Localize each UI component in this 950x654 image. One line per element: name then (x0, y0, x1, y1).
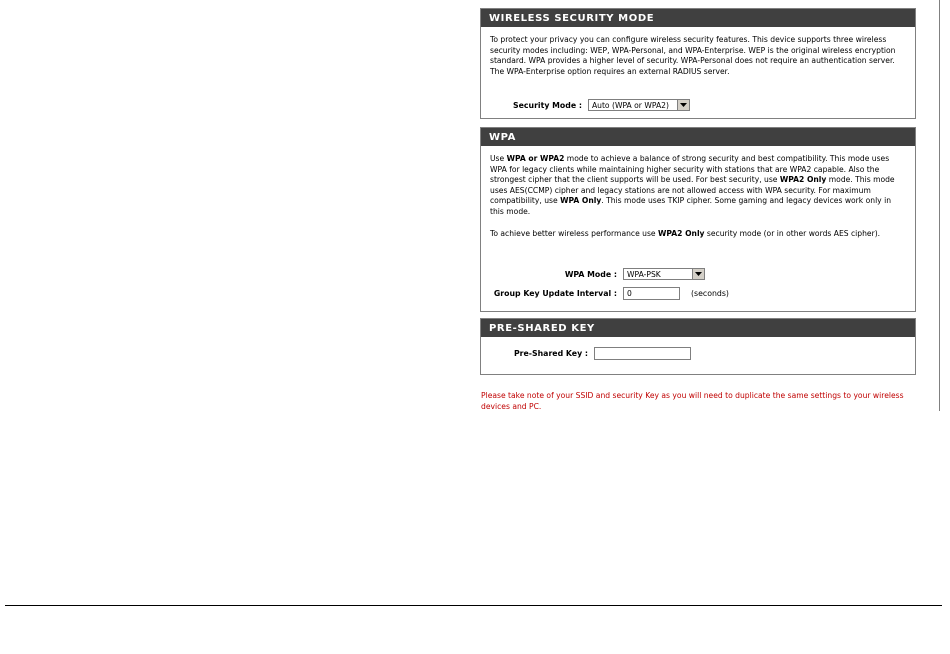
group-key-label: Group Key Update Interval : (493, 289, 617, 298)
security-mode-value: Auto (WPA or WPA2) (591, 101, 669, 110)
wireless-security-mode-section (480, 8, 916, 119)
pre-shared-key-section (480, 318, 916, 375)
desc-emphasis: WPA2 Only (779, 175, 827, 185)
chevron-down-icon[interactable] (677, 100, 689, 110)
security-mode-select[interactable] (588, 99, 690, 111)
pre-shared-key-input[interactable] (594, 347, 691, 360)
group-key-row (481, 287, 729, 300)
wpa-description (490, 154, 907, 218)
wpa-section (480, 127, 916, 312)
perf-text: To achieve better wireless performance use (490, 228, 659, 238)
desc-text: Use (490, 154, 507, 163)
perf-emphasis: WPA2 Only (658, 228, 705, 238)
group-key-unit: (seconds) (691, 289, 729, 298)
psk-row (481, 347, 691, 360)
wpa-mode-value: WPA-PSK (627, 270, 661, 279)
settings-note: Please take note of your SSID and security Key as you will need to duplicate the same settings to your wireless devices and PC. (481, 391, 904, 411)
perf-text: security mode (or in other words AES cipher). (704, 228, 881, 238)
desc-text: mode to achieve a balance of strong security and best compatibility. This mode uses WPA for legacy clients while maintaining higher security with stations that are WPA2 capable. Also the strongest cipher that the client supports will be used. For best security, use (490, 154, 890, 185)
psk-label: Pre-Shared Key : (513, 349, 588, 358)
performance-note (490, 229, 907, 240)
desc-emphasis: WPA Only (560, 196, 602, 206)
wpa-mode-label: WPA Mode : (564, 269, 617, 279)
group-key-interval-input[interactable]: 0 (623, 287, 680, 300)
desc-text: mode. This mode uses AES(CCMP) cipher and legacy stations are not allowed access with WPA security. For maximum compatibility, use (490, 175, 895, 206)
wpa-mode-row (481, 268, 705, 280)
section-title: WPA (481, 128, 915, 146)
page-footer-rule (5, 605, 942, 606)
section-title: WIRELESS SECURITY MODE (481, 9, 915, 27)
security-mode-row (513, 99, 690, 111)
vertical-divider (939, 0, 940, 411)
desc-text: . This mode uses TKIP cipher. Some gaming and legacy devices work only in this mode. (490, 196, 892, 216)
section-title: PRE-SHARED KEY (481, 319, 915, 337)
desc-emphasis: WPA or WPA2 (506, 154, 565, 163)
wpa-mode-select[interactable] (623, 268, 705, 280)
section-description: To protect your privacy you can configure wireless security features. This device supports three wireless security modes including: WEP, WPA-Personal, and WPA-Enterprise. WEP is the original wireless encryption standard. WPA provides a higher level of security. WPA-Personal does not require an authentication server. The WPA-Enterprise option requires an external RADIUS server. (490, 35, 896, 76)
chevron-down-icon[interactable] (692, 269, 704, 279)
security-mode-label: Security Mode : (513, 100, 582, 110)
